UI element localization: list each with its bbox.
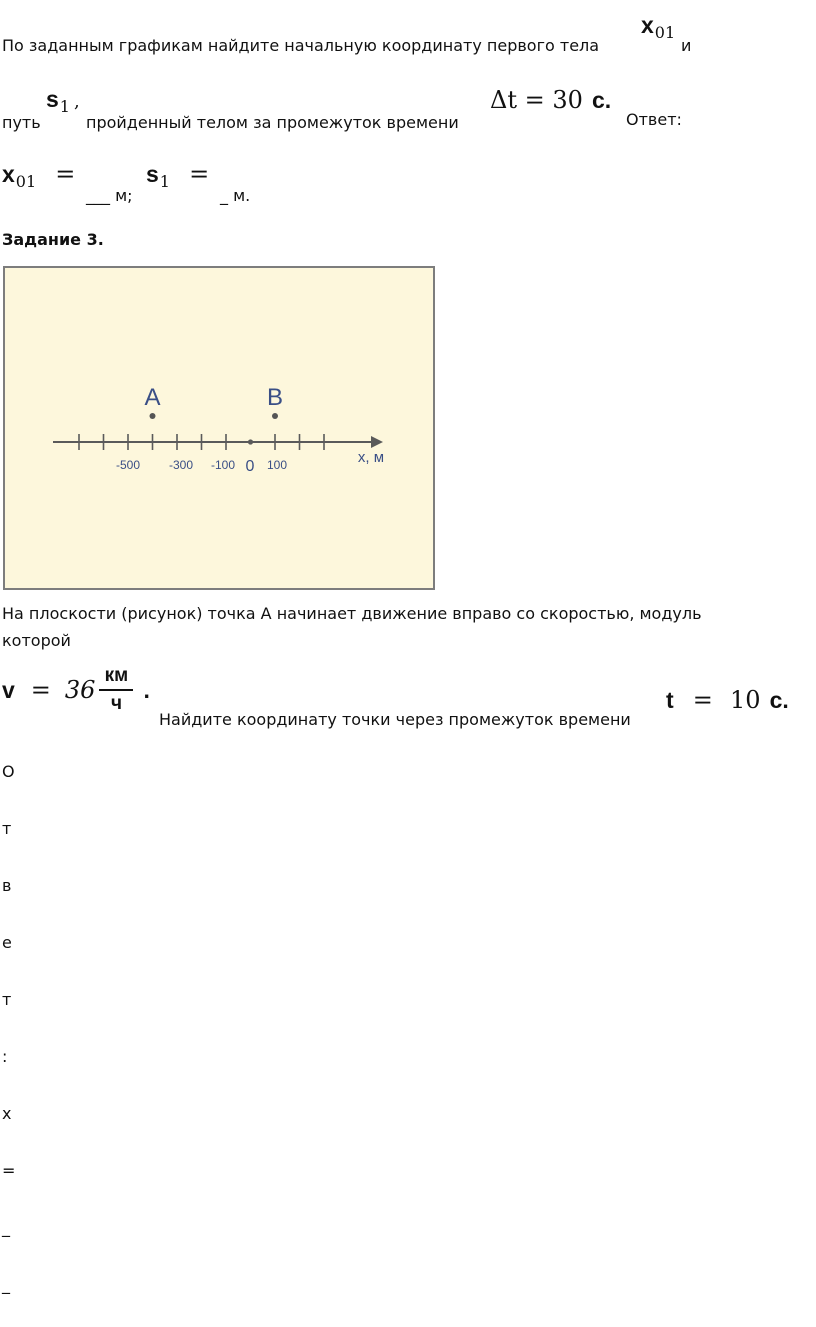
number-line-figure: [3, 266, 435, 590]
velocity-value: 36: [64, 676, 96, 704]
axis-label: x, м: [357, 449, 385, 466]
var-x01: [641, 12, 676, 42]
tick-label-zero: 0: [245, 458, 255, 475]
delta-t-unit: с.: [591, 87, 612, 113]
unit-numerator: км: [104, 665, 129, 686]
answer-blank[interactable]: _: [2, 1218, 10, 1237]
velocity-eq: =: [30, 676, 51, 704]
answer-x-eq: =: [55, 160, 76, 188]
answer-s-sub: 1: [159, 172, 170, 191]
fraction-bar: [99, 689, 133, 691]
sentence-text: По заданным графикам найдите начальную координату первого тела: [2, 36, 600, 55]
delta-t-expression: Δt = 30: [490, 86, 583, 114]
answer-s1: [146, 160, 210, 191]
velocity-question: Найдите координату точки через промежуток времени: [159, 710, 631, 729]
var-x01-base: x: [641, 12, 654, 38]
answer-label: Ответ:: [626, 110, 682, 129]
point-a-label: A: [144, 384, 161, 411]
time-value: 10: [729, 686, 761, 714]
tick-label-neg100: -100: [210, 458, 236, 472]
problem-line-1: На плоскости (рисунок) точка А начинает движение вправо со скоростью, модуль: [2, 604, 702, 623]
answer-x-sub: 01: [15, 172, 37, 191]
time-formula: [666, 686, 789, 714]
velocity-unit-fraction: [99, 665, 133, 715]
formula-delta-t: [490, 86, 611, 114]
answer-blank-2[interactable]: _ м.: [220, 186, 251, 205]
tick-label-neg500: -500: [115, 458, 141, 472]
answer-char: т: [2, 990, 12, 1009]
task-sentence-1: [2, 36, 599, 55]
sentence-text-2: пройденный телом за промежуток времени: [86, 113, 459, 132]
tick-label-100: 100: [266, 458, 288, 472]
origin-dot: [248, 439, 253, 444]
var-s1-base: s: [46, 86, 59, 112]
var-x01-sub: 01: [654, 23, 676, 42]
problem-line-2: которой: [2, 631, 71, 650]
point-a-dot: [150, 413, 156, 419]
point-b-dot: [272, 413, 278, 419]
answer-x01: [2, 160, 76, 191]
answer-char: x: [2, 1104, 12, 1123]
x-axis-arrow-icon: [371, 436, 383, 448]
task-3-heading: Задание 3.: [2, 230, 104, 249]
tick-label-neg300: -300: [168, 458, 194, 472]
var-s1: [46, 86, 80, 116]
answer-s-eq: =: [189, 160, 210, 188]
time-unit: с.: [769, 687, 789, 713]
answer-char: =: [2, 1161, 16, 1180]
answer-char: т: [2, 819, 12, 838]
number-line-svg: [5, 268, 433, 588]
answer-x-base: x: [2, 161, 15, 187]
answer-char: О: [2, 762, 15, 781]
point-b-label: B: [266, 384, 284, 411]
answer-char: е: [2, 933, 12, 952]
word-path: путь: [2, 113, 41, 132]
velocity-symbol: v: [2, 676, 15, 703]
answer-char: :: [2, 1047, 8, 1066]
answer-blank-1[interactable]: ___ м;: [86, 186, 133, 205]
time-eq: =: [692, 686, 713, 714]
conjunction: и: [681, 36, 692, 55]
answer-s-base: s: [146, 161, 159, 187]
velocity-period: .: [143, 676, 150, 703]
unit-denominator: ч: [110, 693, 122, 714]
answer-char: в: [2, 876, 12, 895]
answer-blank[interactable]: _: [2, 1275, 10, 1294]
time-symbol: t: [666, 687, 674, 713]
var-s1-sub: 1: [59, 97, 70, 116]
velocity-formula: [2, 660, 150, 720]
comma: ,: [73, 91, 80, 112]
